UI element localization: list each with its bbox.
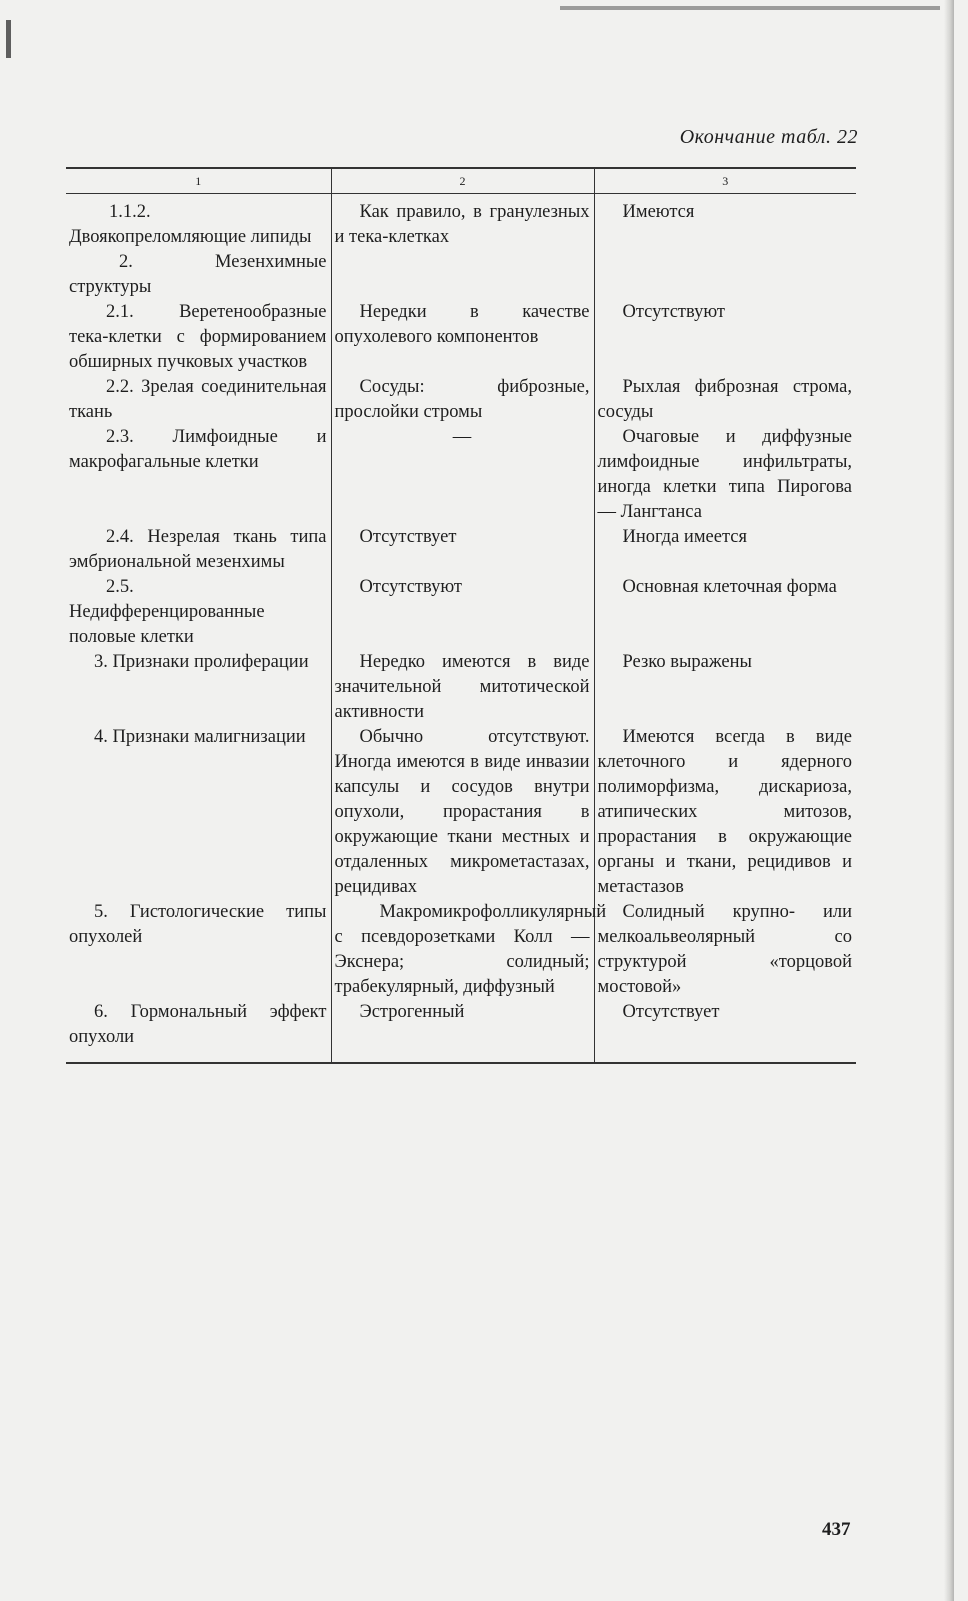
table-row [66, 525, 856, 575]
cell-col2: Сосуды: фиброзные, прослойки стромы [331, 375, 594, 425]
table-row [66, 194, 856, 251]
cell-col2 [331, 250, 594, 300]
cell-col3 [594, 250, 856, 300]
table-row [66, 300, 856, 375]
cell-feature: 2.4. Незрелая ткань типа эмбриональной мезенхимы [69, 527, 327, 572]
table-row [66, 250, 856, 300]
cell-col3: Основная клеточная форма [594, 575, 856, 650]
cell-col3: Резко выражены [594, 650, 856, 725]
scan-edge-right [944, 0, 954, 1601]
cell-col3: Солидный крупно- или мелкоальвеолярный со структурой «торцовой мостовой» [594, 900, 856, 1000]
column-header-1: 1 [66, 168, 331, 194]
cell-col3: Отсутствует [594, 1000, 856, 1063]
table-header-row [66, 168, 856, 194]
cell-col2: Отсутствуют [331, 575, 594, 650]
cell-feature: 2. Мезенхимные структуры [69, 252, 327, 297]
cell-col2: Макромикрофолликулярный с псевдорозетками Колл — Экснера; солидный; трабекулярный, диффузный [331, 900, 594, 1000]
cell-feature: 5. Гистологические типы опухолей [69, 902, 327, 947]
cell-col2 [331, 425, 594, 525]
cell-feature: 6. Гормональный эффект опухоли [69, 1002, 327, 1047]
cell-col3: Рыхлая фиброзная строма, сосуды [594, 375, 856, 425]
cell-col2: Отсутствует [331, 525, 594, 575]
table-caption: Окончание табл. 22 [679, 126, 858, 148]
table-row [66, 1000, 856, 1063]
data-table [66, 167, 856, 1064]
page-number: 437 [822, 1519, 851, 1540]
table-row [66, 650, 856, 725]
cell-feature: 2.5. Недифференцированные половые клетки [69, 577, 265, 647]
cell-col3: Очаговые и диффузные лимфоидные инфильтраты, иногда клетки типа Пирогова — Лангтанса [594, 425, 856, 525]
cell-col3: Отсутствуют [594, 300, 856, 375]
cell-feature: 3. Признаки пролиферации [94, 652, 309, 672]
cell-feature: 2.3. Лимфоидные и макрофагальные клетки [69, 427, 327, 472]
table-row [66, 375, 856, 425]
scan-edge-top [560, 6, 940, 10]
table-row [66, 425, 856, 525]
cell-col3: Иногда имеется [594, 525, 856, 575]
cell-col2: Нередко имеются в виде значительной митотической активности [331, 650, 594, 725]
cell-col2: Нередки в качестве опухолевого компонентов [331, 300, 594, 375]
column-header-3: 3 [594, 168, 856, 194]
table-row [66, 575, 856, 650]
table-row [66, 725, 856, 900]
scan-mark-left [6, 20, 11, 58]
cell-feature: 2.1. Веретенообразные тека-клетки с формированием обширных пучковых участков [69, 302, 327, 372]
cell-feature: 4. Признаки малигнизации [94, 727, 306, 747]
cell-col3: Имеются [594, 194, 856, 251]
cell-col2: Эстрогенный [331, 1000, 594, 1063]
table-container [66, 167, 856, 1064]
cell-col3: Имеются всегда в виде клеточного и ядерного полиморфизма, дискариоза, атипических митозов, прорастания в окружающие органы и ткани, рецидивов и метастазов [594, 725, 856, 900]
dash-placeholder: — [452, 427, 472, 447]
cell-feature: 2.2. Зрелая соединительная ткань [69, 377, 327, 422]
cell-col2: Обычно отсутствуют. Иногда имеются в виде инвазии капсулы и сосудов внутри опухоли, прорастания в окружающие ткани местных и отдаленных микрометастазах, рецидивах [331, 725, 594, 900]
table-row [66, 900, 856, 1000]
cell-col2: Как правило, в гранулезных и тека-клетках [331, 194, 594, 251]
cell-feature: 1.1.2. Двоякопреломляющие липиды [69, 202, 312, 247]
column-header-2: 2 [331, 168, 594, 194]
